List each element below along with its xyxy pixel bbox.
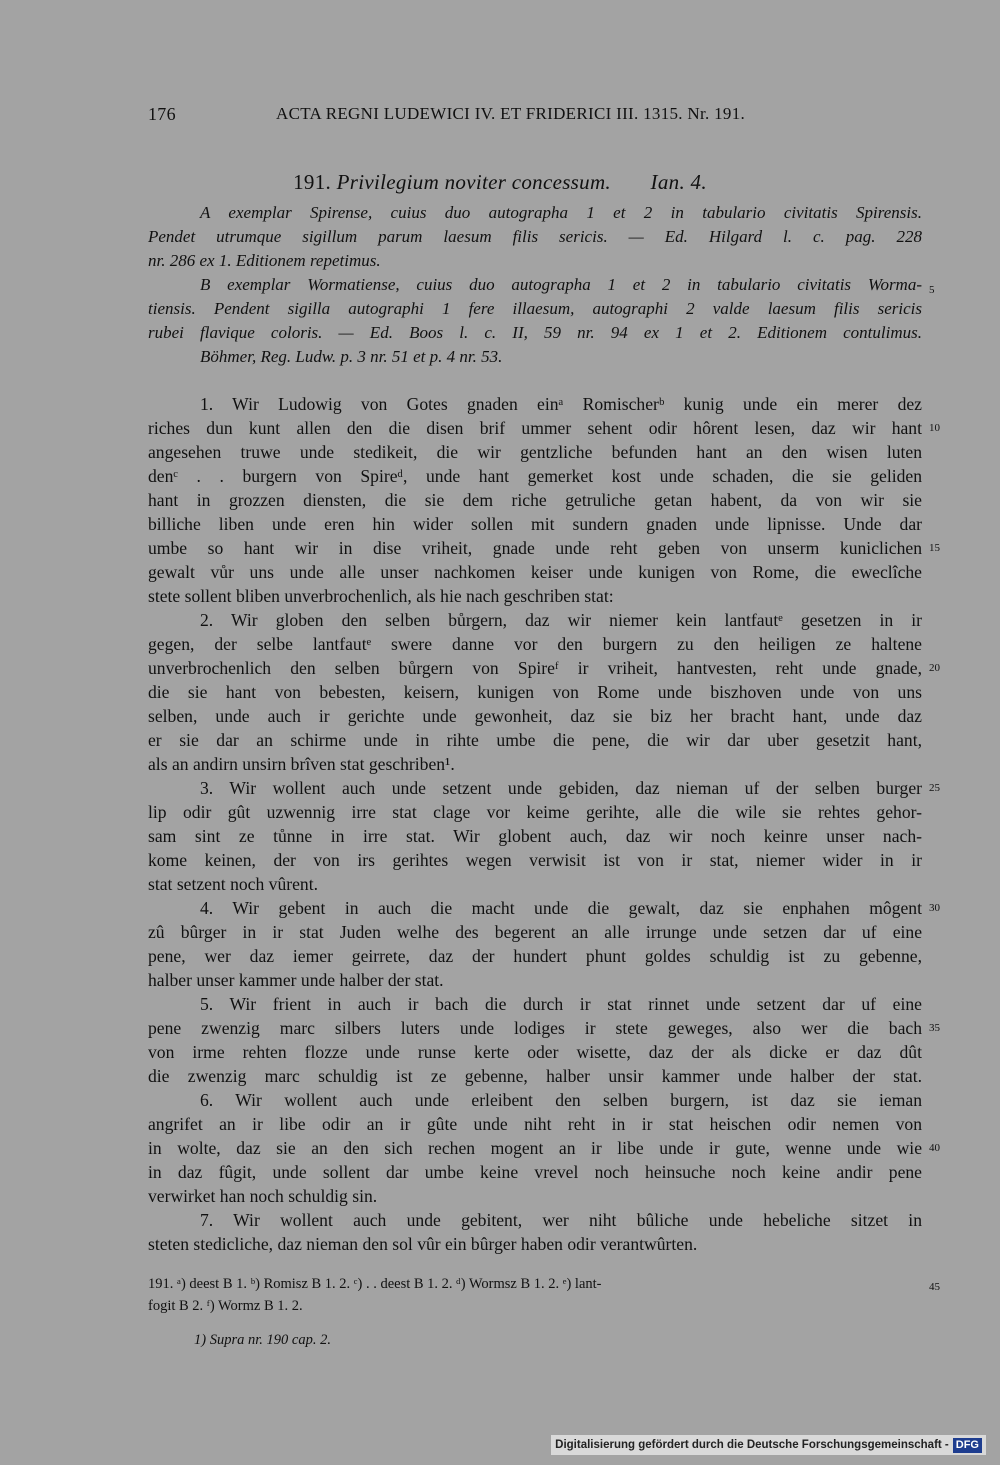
source-line: nr. 286 ex 1. Editionem repetimus.: [148, 251, 381, 270]
margin-line-number: 25: [929, 782, 940, 794]
body-line: steten stedicliche, daz nieman den sol vûr ein bûrger haben odir verantwûrten.: [148, 1234, 698, 1254]
margin-line-number: 40: [929, 1142, 940, 1154]
document-number: 191.: [293, 170, 332, 194]
body-line: verwirket han noch schuldig sin.: [148, 1186, 378, 1206]
source-line: B exemplar Wormatiense, cuius duo autographa 1 et 2 in tabulario civitatis Worma-: [200, 275, 922, 294]
body-line: 4. Wir gebent in auch die macht unde die gewalt, daz sie enphahen môgent: [200, 898, 922, 918]
source-line: rubei flavique coloris. — Ed. Boos l. c. II, 59 nr. 94 ex 1 et 2. Editionem contulimus.: [148, 323, 922, 342]
body-line: 3. Wir wollent auch unde setzent unde gebiden, daz nieman uf der selben burger: [200, 778, 922, 798]
body-line: unverbrochenlich den selben bůrgern von Spireᶠ ir vriheit, hantvesten, reht unde gnade,: [148, 658, 922, 678]
document-heading: Privilegium noviter concessum.: [336, 170, 611, 194]
body-line: denᶜ . . burgern von Spireᵈ, unde hant gemerket kost unde schaden, die sie geliden: [148, 466, 922, 486]
body-line: selben, unde auch ir gerichte unde gewonheit, daz sie biz her bracht hant, unde daz: [148, 706, 922, 726]
body-line: 5. Wir frient in auch ir bach die durch ir stat rinnet unde setzent dar uf eine: [200, 994, 922, 1014]
body-line: kome keinen, der von irs gerihtes wegen verwisit ist von ir stat, niemer wider in ir: [148, 850, 922, 870]
body-line: sam sint ze tůnne in irre stat. Wir globent auch, daz wir noch keinre unser nach-: [148, 826, 922, 846]
body-line: die sie hant von bebesten, keisern, kunigen von Rome unde biszhoven unde von uns: [148, 682, 922, 702]
body-line: lip odir gût uzwennig irre stat clage vor keime gerihte, alle die wile sie rehtes gehor-: [148, 802, 922, 822]
footnote-line: fogit B 2. ᶠ) Wormz B 1. 2.: [148, 1298, 303, 1314]
funding-text: Digitalisierung gefördert durch die Deutsche Forschungsgemeinschaft -: [555, 1439, 949, 1451]
source-line: Pendet utrumque sigillum parum laesum filis sericis. — Ed. Hilgard l. c. pag. 228: [148, 227, 922, 246]
body-line: pene, wer daz iemer geirrete, daz der hundert phunt goldes schuldig ist zu gebenne,: [148, 946, 922, 966]
body-line: hant in grozzen diensten, die sie dem riche getruliche getan habent, da von wir sie: [148, 490, 922, 510]
body-line: riches dun kunt allen den die disen brif ummer sehent odir hôrent lesen, daz wir hant: [148, 418, 922, 438]
body-line: gegen, der selbe lantfautᵉ swere danne vor den burgern zu den heiligen ze haltene: [148, 634, 922, 654]
body-line: 6. Wir wollent auch unde erleibent den selben burgern, ist daz sie ieman: [200, 1090, 922, 1110]
body-line: die zwenzig marc schuldig ist ze gebenne, halber unsir kammer unde halber der stat.: [148, 1066, 922, 1086]
document-body: [148, 392, 922, 1256]
body-line: 7. Wir wollent auch unde gebitent, wer niht bûliche unde hebeliche sitzet in: [200, 1210, 922, 1230]
document-date: Ian. 4.: [650, 170, 707, 194]
margin-line-number: 30: [929, 902, 940, 914]
running-header: [148, 104, 922, 130]
body-line: zû bûrger in ir stat Juden welhe des begerent an alle irrunge unde setzen dar uf eine: [148, 922, 922, 942]
running-title: ACTA REGNI LUDEWICI IV. ET FRIDERICI III. 1315. Nr. 191.: [276, 104, 746, 123]
body-line: stete sollent bliben unverbrochenlich, als hie nach geschriben stat:: [148, 586, 614, 606]
margin-line-number: 10: [929, 422, 940, 434]
margin-line-number: 45: [929, 1281, 940, 1293]
funding-banner: [551, 1435, 986, 1455]
page-number: 176: [148, 104, 176, 124]
source-description: [148, 201, 922, 369]
margin-line-number: 5: [929, 284, 935, 296]
body-line: in daz fûgit, unde sollent dar umbe keine vrevel noch heinsuche noch keine andir pene: [148, 1162, 922, 1182]
body-line: als an andirn unsirn brîven stat geschriben¹.: [148, 754, 455, 774]
body-line: pene zwenzig marc silbers luters unde lodiges ir stete geweges, also wer die bach: [148, 1018, 922, 1038]
source-line: tiensis. Pendent sigilla autographi 1 fere illaesum, autographi 2 valde laesum filis sericis: [148, 299, 922, 318]
body-line: 1. Wir Ludowig von Gotes gnaden einᵃ Romischerᵇ kunig unde ein merer dez: [200, 394, 922, 414]
source-line: A exemplar Spirense, cuius duo autographa 1 et 2 in tabulario civitatis Spirensis.: [200, 203, 922, 222]
body-line: angrifet an ir libe odir an ir gûte unde niht reht in ir stat heischen odir nemen von: [148, 1114, 922, 1134]
footnote-line: 191. ᵃ) deest B 1. ᵇ) Romisz B 1. 2. ᶜ) . . deest B 1. 2. ᵈ) Wormsz B 1. 2. ᵉ) lant-: [148, 1276, 602, 1292]
body-line: billiche liben unde eren hin wider sollen mit sundern gnaden unde lipnisse. Unde dar: [148, 514, 922, 534]
footnote-reference: 1) Supra nr. 190 cap. 2.: [194, 1332, 331, 1348]
margin-line-number: 20: [929, 662, 940, 674]
body-line: von irme rehten flozze unde runse kerte oder wisette, daz der als dicke er daz dût: [148, 1042, 922, 1062]
body-line: halber unser kammer unde halber der stat.: [148, 970, 444, 990]
body-line: gewalt vůr uns unde alle unser nachkomen keiser unde kunigen von Rome, die eweclîche: [148, 562, 922, 582]
body-line: 2. Wir globen den selben bůrgern, daz wir niemer kein lantfautᵉ gesetzen in ir: [200, 610, 922, 630]
body-line: stat setzent noch vûrent.: [148, 874, 319, 894]
body-line: er sie dar an schirme unde in rihte umbe die pene, die wir dar uber gesetzit hant,: [148, 730, 922, 750]
body-line: umbe so hant wir in dise vriheit, gnade unde reht geben von unserm kuniclichen: [148, 538, 922, 558]
body-line: angesehen truwe unde stedikeit, die wir gentzliche befunden hant an den wisen luten: [148, 442, 922, 462]
margin-line-number: 35: [929, 1022, 940, 1034]
margin-line-number: 15: [929, 542, 940, 554]
dfg-logo: DFG: [953, 1438, 982, 1453]
document-title: [0, 170, 1000, 195]
body-line: in wolte, daz sie an den sich rechen mogent an ir libe unde ir gute, wenne unde wie: [148, 1138, 922, 1158]
source-line: Böhmer, Reg. Ludw. p. 3 nr. 51 et p. 4 nr. 53.: [200, 347, 503, 366]
